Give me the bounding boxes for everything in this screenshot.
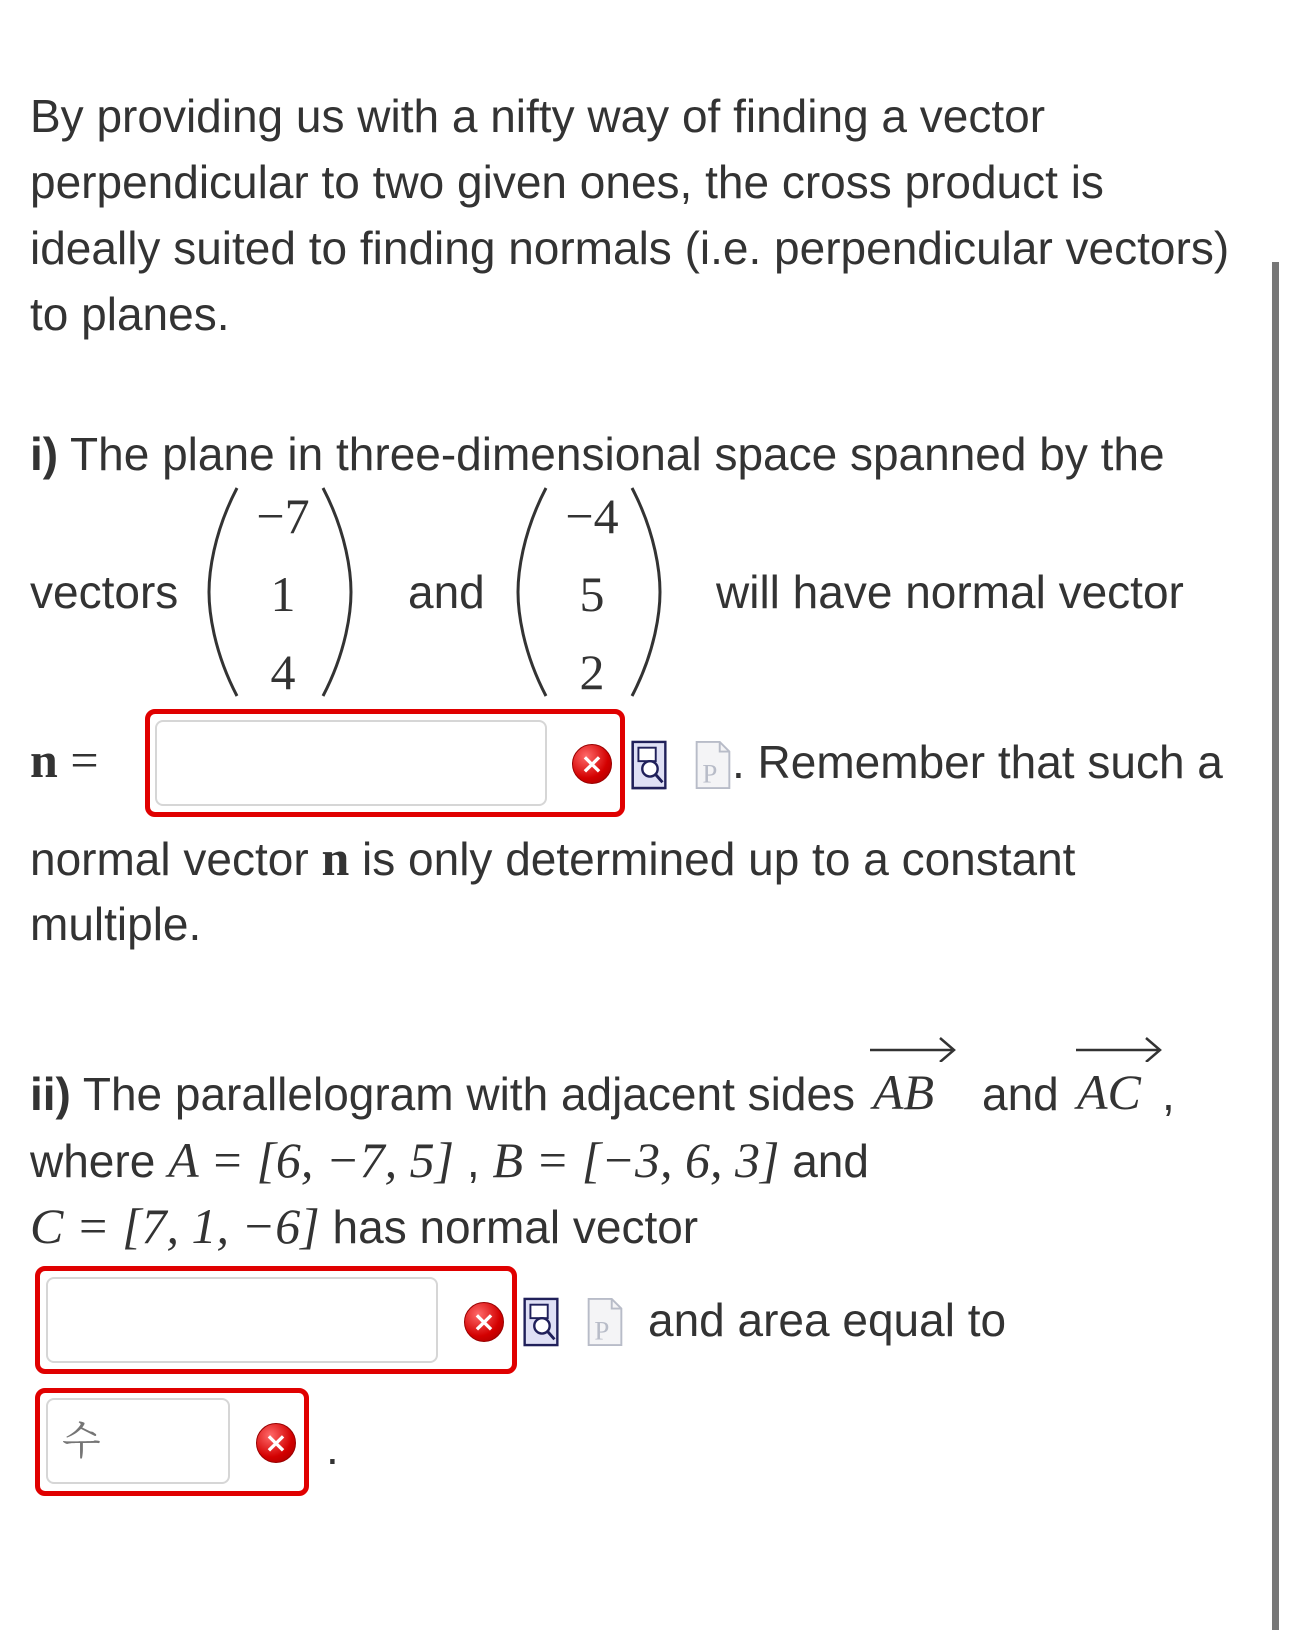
svg-text:P: P [702,758,718,789]
point-b-definition: B = [−3, 6, 3] [492,1132,780,1188]
final-period: . [326,1422,339,1474]
vector-1-z: 4 [270,644,296,700]
and-word-1: and [408,566,485,618]
point-c-definition: C = [7, 1, −6] [30,1198,320,1254]
intro-line-3: ideally suited to finding normals (i.e. perpendicular vectors) [30,222,1230,274]
part2-heading: ii) The parallelogram with adjacent sides [30,1068,856,1120]
vector-1-y: 1 [270,566,296,622]
document-p-icon[interactable] [694,740,732,790]
intro-line-4: to planes. [30,288,230,340]
vector-1-matrix [205,484,355,700]
vector-2-y: 5 [579,566,605,622]
document-p-icon[interactable] [586,1297,624,1347]
svg-text:P: P [594,1315,610,1346]
part1-heading [30,420,1165,488]
n-symbol: n = [30,732,99,788]
error-x-icon: × [464,1302,504,1342]
remember-text: . Remember that such a [732,736,1223,788]
and-area-text: and area equal to [648,1294,1007,1346]
comma-after-ac: , [1162,1068,1175,1120]
normal-vector-line: normal vector n is only determined up to a constant [30,830,1076,886]
multiple-text: multiple. [30,898,202,950]
vector-2-matrix [514,484,664,700]
part1-label: i) [30,428,59,480]
will-have-normal-text: will have normal vector [716,566,1184,618]
where-line: where A = [6, −7, 5] , B = [−3, 6, 3] and [30,1132,869,1188]
point-a-definition: A = [6, −7, 5] [168,1132,455,1188]
intro-line-2: perpendicular to two given ones, the cross product is [30,156,1104,208]
and-word-2: and [982,1068,1059,1120]
part1-text: The plane in three-dimensional space spanned by the [58,428,1165,480]
scrollbar[interactable] [1272,262,1279,1630]
vectors-word: vectors [30,566,179,618]
vector-1-x: −7 [256,488,310,544]
area-input[interactable] [46,1398,230,1484]
normal-vector-input[interactable] [155,720,547,806]
parallelogram-normal-input[interactable] [46,1277,438,1363]
preview-magnifier-icon[interactable] [630,740,668,790]
vector-2-x: −4 [565,488,619,544]
error-x-icon: × [572,744,612,784]
error-x-icon: × [256,1423,296,1463]
preview-magnifier-icon[interactable] [522,1297,560,1347]
part2-label: ii) [30,1068,71,1120]
vector-ab-label: AB [873,1064,935,1120]
vector-2-z: 2 [579,644,605,700]
vector-ac-label: AC [1077,1064,1141,1120]
c-line: C = [7, 1, −6] has normal vector [30,1198,699,1254]
intro-line-1: By providing us with a nifty way of finding a vector [30,90,1046,142]
